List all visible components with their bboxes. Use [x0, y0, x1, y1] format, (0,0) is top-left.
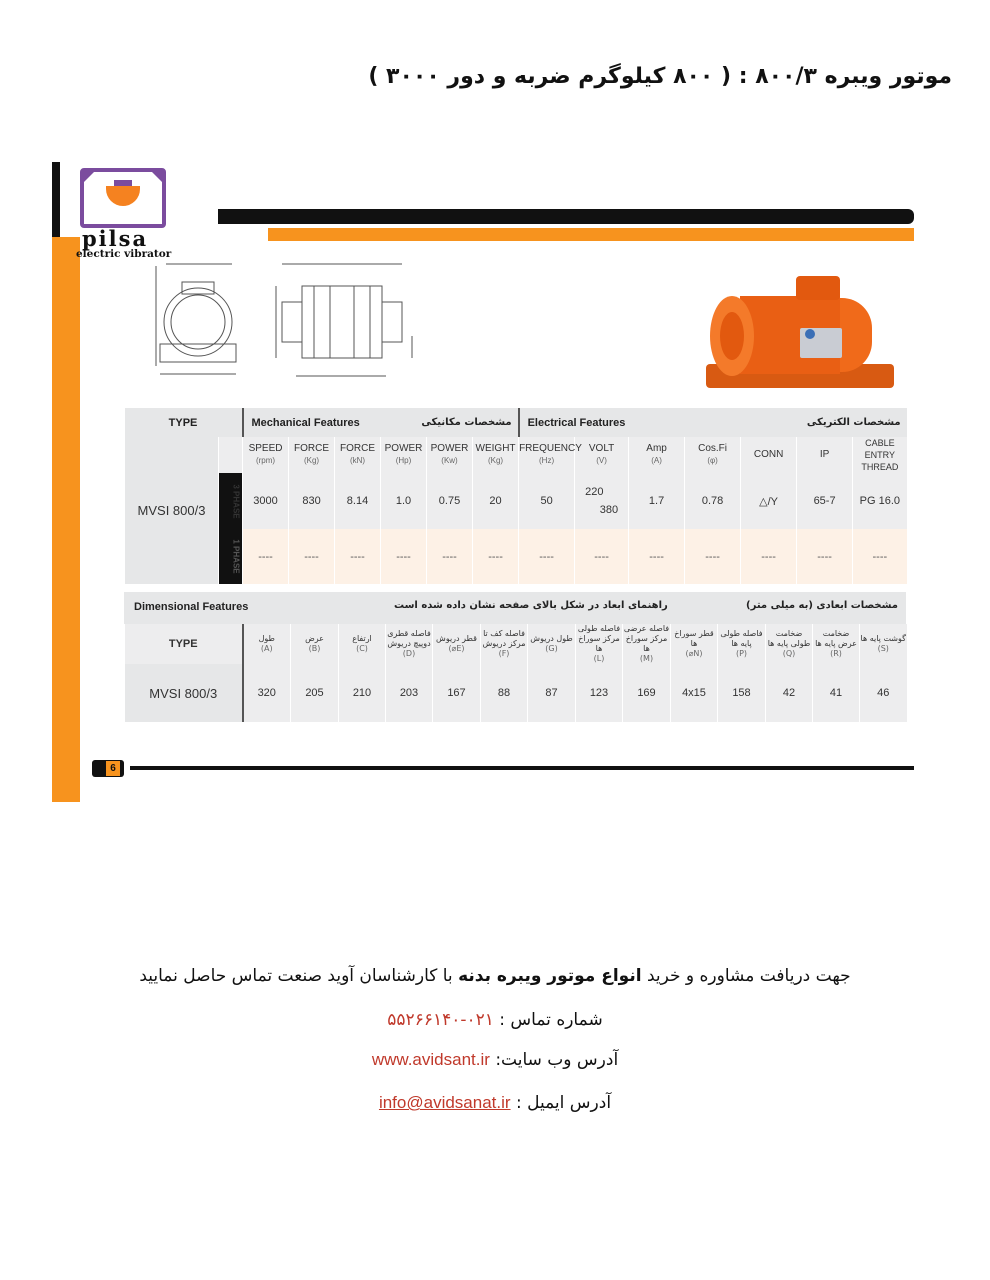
dimension-table [124, 624, 907, 722]
value-cell: 88 [481, 664, 528, 722]
column-header: قطر دریوش (⌀E) [433, 624, 481, 664]
dimension-table-header [124, 592, 906, 624]
value-cell: ---- [243, 529, 289, 584]
value-cell: 0.75 [427, 473, 473, 529]
type-header: TYPE [125, 408, 243, 437]
dimension-title-fa: مشخصات ابعادی (به میلی متر) [746, 600, 898, 611]
contact-website: آدرس وب سایت: www.avidsant.ir [371, 1050, 619, 1070]
header-bar-black [218, 209, 914, 224]
value-cell: 50 [519, 473, 575, 529]
column-header: VOLT (V) [575, 437, 629, 473]
column-header: Amp (A) [629, 437, 685, 473]
value-cell: ---- [427, 529, 473, 584]
column-header: Cos.Fi (φ) [685, 437, 741, 473]
value-cell: 205 [291, 664, 339, 722]
column-header: POWER (Kw) [427, 437, 473, 473]
column-header: FREQUENCY (Hz) [519, 437, 575, 473]
email-link[interactable]: info@avidsanat.ir [378, 1093, 511, 1112]
value-cell: 320 [243, 664, 291, 722]
brand-name: pilsa [82, 226, 149, 251]
value-cell: ---- [629, 529, 685, 584]
column-header: طول (A) [243, 624, 291, 664]
value-cell: 0.78 [685, 473, 741, 529]
column-header: فاصله قطری دوپیچ دریوش (D) [386, 624, 433, 664]
header-bar-orange [268, 228, 914, 241]
value-cell: 123 [576, 664, 623, 722]
footer-line [130, 766, 914, 770]
value-cell: 42 [766, 664, 813, 722]
side-black-strip [52, 162, 60, 237]
column-header: فاصله طولی پایه ها (P) [718, 624, 766, 664]
value-cell: 87 [528, 664, 576, 722]
column-header: FORCE (Kg) [289, 437, 335, 473]
value-cell: ---- [335, 529, 381, 584]
value-cell: 3000 [243, 473, 289, 529]
column-header: CABLE ENTRY THREAD [853, 437, 907, 473]
technical-drawing-icon [136, 256, 436, 388]
column-header: گوشت پایه ها (S) [860, 624, 907, 664]
value-cell: ---- [381, 529, 427, 584]
vibrator-motor-photo [700, 268, 900, 398]
type-header: TYPE [125, 624, 243, 664]
value-cell: 4x15 [671, 664, 718, 722]
column-header: قطر سوراخ ها (⌀N) [671, 624, 718, 664]
column-header: ضخامت عرض پایه ها (R) [813, 624, 860, 664]
column-header: عرض (B) [291, 624, 339, 664]
catalog-page [52, 162, 916, 802]
value-cell: ---- [519, 529, 575, 584]
value-cell: ---- [473, 529, 519, 584]
column-header: فاصله طولی مرکز سوراخ ها (L) [576, 624, 623, 664]
value-cell: ---- [797, 529, 853, 584]
column-header: POWER (Hp) [381, 437, 427, 473]
value-cell: 830 [289, 473, 335, 529]
value-cell: 1.7 [629, 473, 685, 529]
value-cell: 20 [473, 473, 519, 529]
value-cell: 158 [718, 664, 766, 722]
column-header: CONN [741, 437, 797, 473]
value-cell: ---- [853, 529, 907, 584]
value-cell: PG 16.0 [853, 473, 907, 529]
column-header: طول دریوش (G) [528, 624, 576, 664]
value-cell: △/Y [741, 473, 797, 529]
volt-cell: 220 380 [575, 473, 629, 529]
brand-tagline: electric vibrator [76, 248, 172, 260]
column-header: IP [797, 437, 853, 473]
column-header: فاصله عرضی مرکز سوراخ ها (M) [623, 624, 670, 663]
website-link[interactable]: www.avidsant.ir [371, 1050, 490, 1069]
phone-number[interactable]: ۰۲۱-۵۵۲۶۶۱۴۰ [387, 1010, 494, 1030]
value-cell: 65-7 [797, 473, 853, 529]
value-cell: ---- [685, 529, 741, 584]
value-cell: 203 [386, 664, 433, 722]
mechanical-features-header: Mechanical Features مشخصات مکانیکی [243, 408, 519, 437]
dimension-title-en: Dimensional Features [134, 601, 249, 613]
electrical-features-header: Electrical Features مشخصات الکتریکی [519, 408, 907, 437]
column-header: WEIGHT (Kg) [473, 437, 519, 473]
value-cell: 8.14 [335, 473, 381, 529]
model-cell: MVSI 800/3 [125, 664, 243, 722]
pilsa-logo-icon [80, 168, 166, 228]
contact-phone: شماره تماس : ۰۲۱-۵۵۲۶۶۱۴۰ [387, 1010, 603, 1030]
value-cell: 210 [339, 664, 386, 722]
column-header: SPEED (rpm) [243, 437, 289, 473]
contact-email: آدرس ایمیل : info@avidsanat.ir [378, 1093, 612, 1113]
column-header: ضخامت طولی پایه ها (Q) [766, 624, 813, 664]
value-cell: 41 [813, 664, 860, 722]
phase3-label: 3 PHASE [219, 473, 243, 529]
value-cell: ---- [289, 529, 335, 584]
column-header: فاصله کف تا مرکز دریوش (F) [481, 624, 528, 664]
value-cell: ---- [575, 529, 629, 584]
value-cell: ---- [741, 529, 797, 584]
page-title: موتور ویبره ۸۰۰/۳ : ( ۸۰۰ کیلوگرم ضربه و دور ۳۰۰۰ ) [368, 64, 952, 89]
page-number-badge: 6 [92, 760, 124, 777]
column-header: ارتفاع (C) [339, 624, 386, 664]
column-header: FORCE (kN) [335, 437, 381, 473]
mechanical-electrical-table [124, 408, 907, 584]
model-cell: MVSI 800/3 [125, 437, 219, 584]
value-cell: 46 [860, 664, 907, 722]
value-cell: 167 [433, 664, 481, 722]
value-cell: 1.0 [381, 473, 427, 529]
dimension-guide-note: راهنمای ابعاد در شکل بالای صفحه نشان داده شده است [394, 600, 668, 611]
value-cell: 169 [623, 664, 671, 722]
side-orange-strip [52, 237, 80, 802]
phase1-label: 1 PHASE [219, 529, 243, 584]
contact-intro: جهت دریافت مشاوره و خرید انواع موتور ویبره بدنه با کارشناسان آوید صنعت تماس حاصل نمایید [139, 966, 851, 986]
